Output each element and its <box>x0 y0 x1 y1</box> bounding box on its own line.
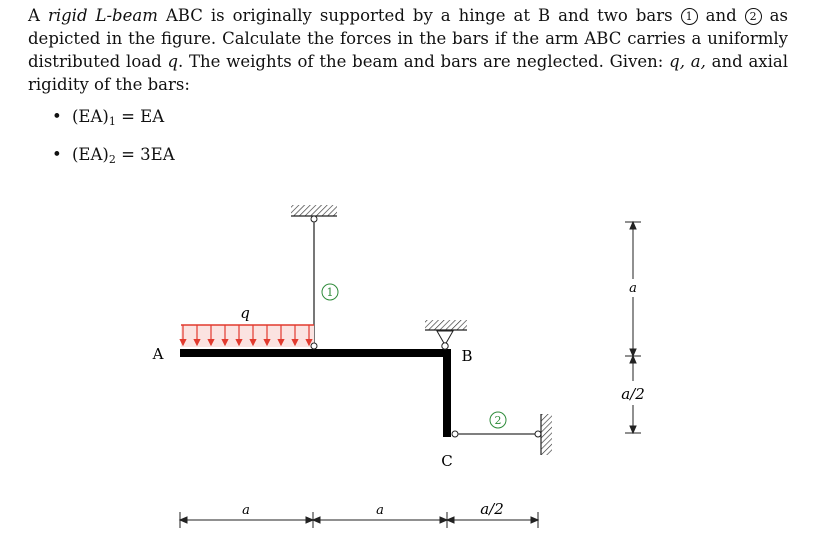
bar-2-right-pin <box>535 431 541 437</box>
label-a: A <box>152 345 164 363</box>
text-seg: and axial rigidity of the bars: <box>28 52 788 94</box>
bar-1-top-pin <box>311 216 317 222</box>
label-b: B <box>461 347 473 365</box>
label-c: C <box>441 452 453 470</box>
rigidity-sub: 1 <box>108 115 116 128</box>
rigidity-rhs: = 3EA <box>115 145 175 164</box>
hinge-b-hatch <box>425 320 467 330</box>
rigid-l-beam-italic: rigid L-beam <box>47 6 158 25</box>
dim-right-1: a <box>629 281 637 296</box>
bar-1-circle: 1 <box>681 8 698 25</box>
load-label: q <box>240 304 250 322</box>
bar-2-circle: 2 <box>745 8 762 25</box>
text-seg: and <box>697 6 745 25</box>
bullet: • <box>52 145 62 164</box>
beam-horizontal <box>180 349 451 357</box>
hinge-b-pin <box>442 343 448 349</box>
dim-right-2: a/2 <box>621 385 645 403</box>
rigidity-lhs: (EA) <box>72 145 109 164</box>
bar-1-label: 1 <box>326 286 334 299</box>
text-seg: ABC is originally supported by a hinge at B and two bars <box>157 6 681 25</box>
rigidity-rhs: = EA <box>115 107 165 126</box>
bar-2-left-pin <box>452 431 458 437</box>
beam-vertical <box>443 349 451 437</box>
dim-bottom-1: a <box>242 503 250 518</box>
given-vars: q, a, <box>669 52 706 71</box>
bar-1-bottom-pin <box>311 343 317 349</box>
dim-bottom-2: a <box>376 503 384 518</box>
text-seg: . The weights of the beam and bars are neglected. Given: <box>178 52 670 71</box>
var-q: q <box>167 52 179 71</box>
wall-hatch <box>541 414 552 455</box>
dim-bottom-3: a/2 <box>480 500 504 518</box>
bar-2-label: 2 <box>494 414 502 427</box>
load-hatch <box>181 325 314 347</box>
rigidity-lhs: (EA) <box>72 107 109 126</box>
text-seg: as depicted in the figure. Calculate the forces in the bars if the arm ABC carries a uniformly distributed load <box>28 6 788 71</box>
bullet: • <box>52 107 62 126</box>
text-seg: A <box>28 6 48 25</box>
top-support-hatch <box>291 205 337 216</box>
rigidity-sub: 2 <box>108 153 116 166</box>
